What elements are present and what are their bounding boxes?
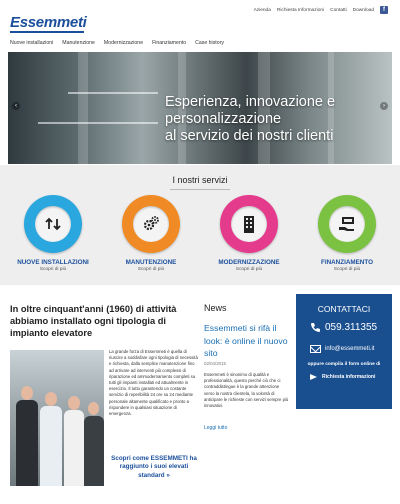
envelope-icon	[310, 345, 321, 353]
service-circle[interactable]	[24, 195, 82, 253]
elevator-arrows-icon	[35, 206, 71, 242]
contact-phone[interactable]	[310, 322, 377, 333]
facebook-icon[interactable]: f	[380, 6, 388, 14]
news-headline-link[interactable]: Essemmeti si rifà il look: è online il nuovo sito	[204, 323, 288, 358]
nav-case-history[interactable]: Case history	[195, 40, 224, 46]
service-link[interactable]: Scopri di più	[235, 267, 263, 272]
service-modernizzazione[interactable]	[209, 195, 289, 272]
contact-form-note: oppure compila il form online di	[307, 362, 381, 367]
person-head	[45, 392, 57, 406]
person-figure	[64, 410, 84, 486]
hero-glass-column	[78, 52, 88, 164]
hero-caption	[165, 94, 335, 145]
person-head	[88, 402, 99, 415]
service-finanziamento[interactable]	[307, 195, 387, 272]
phone-icon	[310, 322, 321, 333]
money-hand-icon	[329, 206, 365, 242]
service-label[interactable]: MANUTENZIONE	[125, 259, 177, 266]
toplink-richiesta-informazioni[interactable]: Richiesta Informazioni	[276, 7, 325, 13]
service-nuove-installazioni[interactable]	[13, 195, 93, 272]
about-section	[10, 303, 194, 339]
service-link[interactable]: Scopri di più	[137, 267, 165, 272]
hero-rail	[38, 122, 158, 124]
logo-underline	[10, 31, 84, 33]
service-circle[interactable]	[220, 195, 278, 253]
hero-rail	[68, 92, 158, 94]
nav-finanziamento[interactable]: Finanziamento	[152, 40, 187, 46]
person-figure	[84, 416, 104, 486]
contact-form-link[interactable]	[310, 374, 375, 380]
services-title: I nostri servizi	[172, 175, 228, 185]
service-label[interactable]: FINANZIAMENTO	[320, 259, 373, 266]
services-title-underline	[170, 189, 230, 190]
hero-line-1: Esperienza, innovazione e	[165, 94, 336, 110]
service-label[interactable]: MODERNIZZAZIONE	[218, 259, 280, 266]
contact-email[interactable]	[310, 345, 374, 353]
contact-title: CONTATTACI	[317, 304, 371, 314]
news-date: 02/04/2015	[204, 361, 226, 366]
contact-email-address[interactable]: info@essemmeti.it	[325, 346, 375, 352]
contact-form-link-label[interactable]: Richiesta informazioni	[322, 374, 376, 380]
contact-box	[296, 294, 392, 409]
building-icon	[231, 206, 267, 242]
person-head	[21, 386, 33, 400]
news-title: News	[204, 303, 227, 313]
header	[0, 0, 400, 50]
about-text: La grande forza di Essemmeti è quella di riuscire a soddisfare ogni tipologia di necessità e richiesta, dalla semplice manutenzione fino ad arrivare ad interventi più complessi di riparazione ed ammodernamento completi su tutti gli impianti installati ed attualmente in esercizio. Il tutto garantendo un costante servizio di reperibilità 24 ore su 24 mediante personale altamente qualificato e pronto a rispondere in qualsiasi situazione di emergenza.	[109, 349, 198, 417]
send-icon	[310, 374, 317, 380]
gears-icon	[133, 206, 169, 242]
service-manutenzione[interactable]	[111, 195, 191, 272]
slider-next-icon[interactable]: ›	[380, 102, 388, 110]
person-figure	[40, 406, 62, 486]
person-head	[68, 396, 80, 410]
service-label[interactable]: NUOVE INSTALLAZIONI	[17, 259, 89, 266]
news-section	[204, 303, 288, 313]
hero-line-3: al servizio dei nostri clienti	[165, 128, 334, 144]
hero-line-2: personalizzazione	[165, 111, 282, 127]
hero-slider	[8, 52, 392, 164]
contact-phone-number[interactable]: 059.311355	[325, 322, 378, 333]
service-link[interactable]: Scopri di più	[39, 267, 67, 272]
service-link[interactable]: Scopri di più	[333, 267, 361, 272]
toplink-azienda[interactable]: Azienda	[253, 7, 271, 13]
team-photo	[10, 350, 104, 486]
about-cta-link[interactable]: Scopri come ESSEMMETI ha raggiunto i suoi elevati standard »	[111, 455, 197, 479]
toplink-contatti[interactable]: Contatti	[330, 7, 347, 13]
news-read-more-link[interactable]: Leggi tutto	[204, 425, 228, 431]
toplink-download[interactable]: Download	[352, 7, 374, 13]
service-circle[interactable]	[318, 195, 376, 253]
news-text: Essemmeti è sinonimo di qualità e professionalità, questo perché ciò che ci contraddistingue è la grande attenzione verso la nostra clientela, la volontà di anticipare le richieste con servizi sempre più innovativi.	[204, 372, 289, 409]
nav-nuove-installazioni[interactable]: Nuove installazioni	[10, 40, 54, 46]
main-nav	[10, 40, 224, 46]
person-figure	[16, 400, 38, 486]
nav-modernizzazione[interactable]: Modernizzazione	[103, 40, 144, 46]
slider-prev-icon[interactable]: ‹	[12, 102, 20, 110]
service-circle[interactable]	[122, 195, 180, 253]
logo[interactable]: Essemmeti	[10, 14, 87, 31]
top-links	[254, 6, 388, 14]
about-title: In oltre cinquant'anni (1960) di attività abbiamo installato ogni tipologia di impianto elevatore	[10, 304, 177, 338]
services-section	[0, 165, 400, 285]
nav-manutenzione[interactable]: Manutenzione	[62, 40, 95, 46]
